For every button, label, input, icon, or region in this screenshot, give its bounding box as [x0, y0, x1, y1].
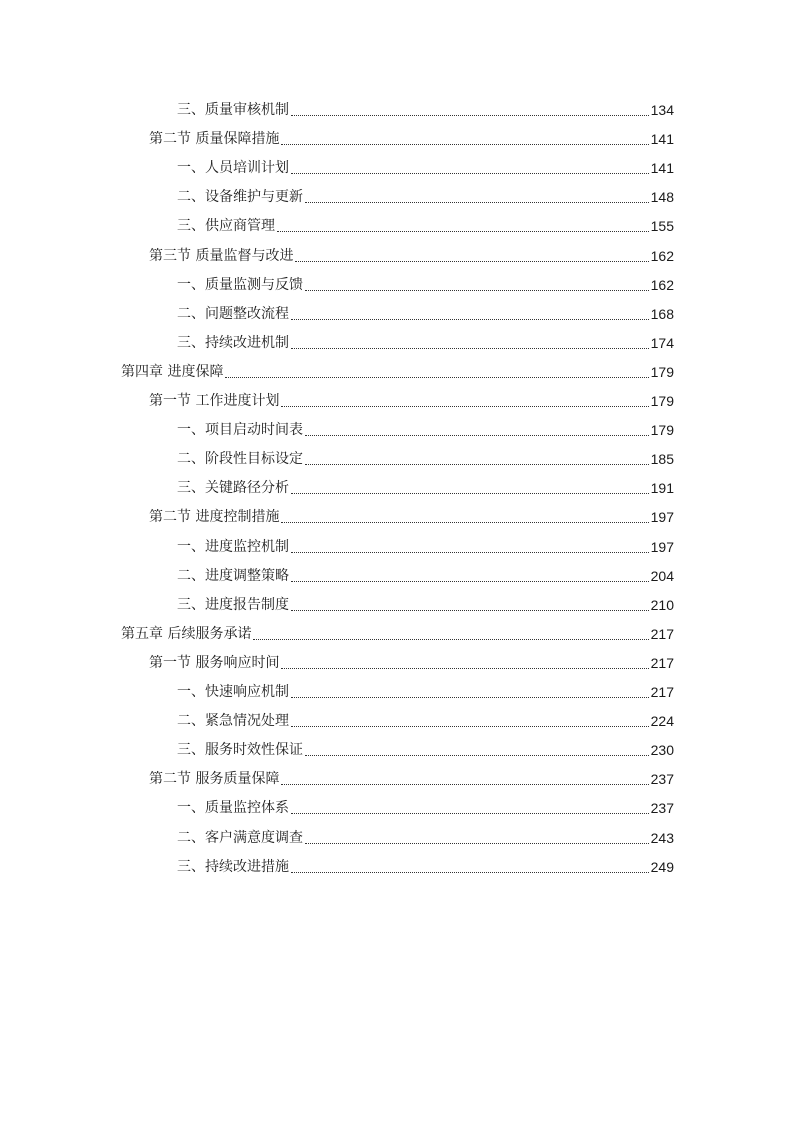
toc-entry-title: 一、质量监测与反馈: [177, 276, 303, 293]
toc-entry[interactable]: [149, 242, 674, 271]
toc-entry[interactable]: [121, 620, 674, 649]
toc-page-number: 191: [650, 480, 674, 497]
toc-entry[interactable]: [177, 212, 674, 241]
toc-page-number: 134: [650, 102, 674, 118]
toc-entry[interactable]: [177, 591, 674, 620]
toc-dot-leader: [277, 212, 649, 241]
toc-entry-title: 一、人员培训计划: [177, 160, 289, 177]
toc-entry-title: 第二节 质量保障措施: [149, 131, 280, 148]
toc-dot-leader: [291, 96, 649, 125]
toc-entry[interactable]: [149, 765, 674, 794]
toc-entry[interactable]: [149, 649, 674, 678]
toc-entry-title: 第五章 后续服务承诺: [121, 625, 252, 642]
toc-entry[interactable]: [177, 678, 674, 707]
toc-page-number: 210: [650, 596, 674, 613]
toc-entry[interactable]: [177, 824, 674, 853]
toc-page-number: 168: [650, 305, 674, 322]
toc-entry[interactable]: [177, 794, 674, 823]
toc-dot-leader: [305, 271, 649, 300]
toc-entry-title: 二、阶段性目标设定: [177, 451, 303, 468]
toc-entry-title: 二、设备维护与更新: [177, 189, 303, 206]
toc-page-number: 179: [650, 393, 674, 409]
toc-entry-title: 三、持续改进措施: [177, 858, 289, 875]
toc-page-number: 230: [650, 742, 674, 759]
toc-dot-leader: [291, 329, 649, 358]
toc-entry[interactable]: [177, 416, 674, 445]
toc-entry-title: 二、进度调整策略: [177, 567, 289, 584]
toc-page-number: 204: [650, 567, 674, 584]
toc-dot-leader: [305, 736, 649, 765]
toc-dot-leader: [291, 533, 649, 562]
toc-entry[interactable]: [177, 154, 674, 183]
toc-entry-title: 三、质量审核机制: [177, 102, 289, 118]
toc-dot-leader: [305, 183, 649, 212]
toc-entry-title: 三、服务时效性保证: [177, 742, 303, 759]
toc-entry[interactable]: [177, 300, 674, 329]
toc-entry-title: 第四章 进度保障: [121, 363, 224, 380]
toc-page-number: 237: [650, 800, 674, 817]
toc-entry-title: 三、供应商管理: [177, 218, 275, 235]
toc-page-number: 197: [650, 509, 674, 526]
toc-page-number: 224: [650, 713, 674, 730]
toc-entry-title: 三、进度报告制度: [177, 596, 289, 613]
toc-entry[interactable]: [177, 474, 674, 503]
toc-dot-leader: [291, 794, 649, 823]
toc-page-number: 217: [650, 684, 674, 700]
toc-entry-title: 二、紧急情况处理: [177, 713, 289, 730]
toc-entry-title: 第二节 服务质量保障: [149, 771, 280, 788]
toc-entry-title: 第三节 质量监督与改进: [149, 247, 294, 264]
toc-page-number: 249: [650, 858, 674, 875]
toc-dot-leader: [305, 824, 649, 853]
toc-entry[interactable]: [177, 271, 674, 300]
toc-entry-title: 第二节 进度控制措施: [149, 509, 280, 526]
toc-entry[interactable]: [149, 125, 674, 154]
toc-entry-title: 三、关键路径分析: [177, 480, 289, 497]
toc-entry[interactable]: [177, 445, 674, 474]
toc-entry-title: 第一节 服务响应时间: [149, 654, 280, 671]
toc-dot-leader: [295, 242, 648, 271]
toc-dot-leader: [291, 154, 649, 183]
toc-dot-leader: [281, 387, 648, 416]
toc-page-number: 155: [650, 218, 674, 235]
toc-entry-title: 一、快速响应机制: [177, 684, 289, 700]
toc-page-number: 148: [650, 189, 674, 206]
toc-page-number: 141: [650, 160, 674, 177]
toc-entry-title: 一、项目启动时间表: [177, 422, 303, 439]
toc-entry[interactable]: [177, 707, 674, 736]
toc-entry-title: 三、持续改进机制: [177, 334, 289, 351]
toc-page-number: 141: [650, 131, 674, 148]
toc-dot-leader: [281, 125, 648, 154]
toc-dot-leader: [291, 562, 649, 591]
toc-page-number: 162: [650, 247, 674, 264]
toc-page-number: 197: [650, 538, 674, 555]
toc-page-number: 162: [650, 276, 674, 293]
toc-dot-leader: [225, 358, 648, 387]
toc-entry[interactable]: [177, 562, 674, 591]
toc-dot-leader: [281, 765, 648, 794]
toc-entry[interactable]: [177, 96, 674, 125]
toc-dot-leader: [291, 707, 649, 736]
toc-dot-leader: [291, 300, 649, 329]
toc-page-number: 174: [650, 334, 674, 351]
toc-page-number: 217: [650, 625, 674, 642]
toc-entry-title: 二、问题整改流程: [177, 305, 289, 322]
toc-entry[interactable]: [149, 503, 674, 532]
toc-entry-title: 第一节 工作进度计划: [149, 393, 280, 409]
toc-entry[interactable]: [177, 736, 674, 765]
toc-dot-leader: [305, 416, 649, 445]
toc-page-number: 217: [650, 654, 674, 671]
toc-entry[interactable]: [121, 358, 674, 387]
toc-entry-title: 一、质量监控体系: [177, 800, 289, 817]
toc-dot-leader: [291, 678, 649, 707]
toc-dot-leader: [291, 591, 649, 620]
toc-page-number: 243: [650, 829, 674, 846]
toc-page-number: 179: [650, 363, 674, 380]
toc-dot-leader: [253, 620, 648, 649]
toc-dot-leader: [305, 445, 649, 474]
toc-entry[interactable]: [177, 533, 674, 562]
toc-page-number: 179: [650, 422, 674, 439]
toc-entry[interactable]: [177, 853, 674, 882]
toc-page-number: 237: [650, 771, 674, 788]
toc-page-number: 185: [650, 451, 674, 468]
toc-entry[interactable]: [149, 387, 674, 416]
toc-entry[interactable]: [177, 183, 674, 212]
toc-dot-leader: [291, 474, 649, 503]
toc-entry-title: 二、客户满意度调查: [177, 829, 303, 846]
toc-dot-leader: [281, 503, 648, 532]
toc-entry-title: 一、进度监控机制: [177, 538, 289, 555]
toc-dot-leader: [281, 649, 648, 678]
toc-dot-leader: [291, 853, 649, 882]
toc-entry[interactable]: [177, 329, 674, 358]
